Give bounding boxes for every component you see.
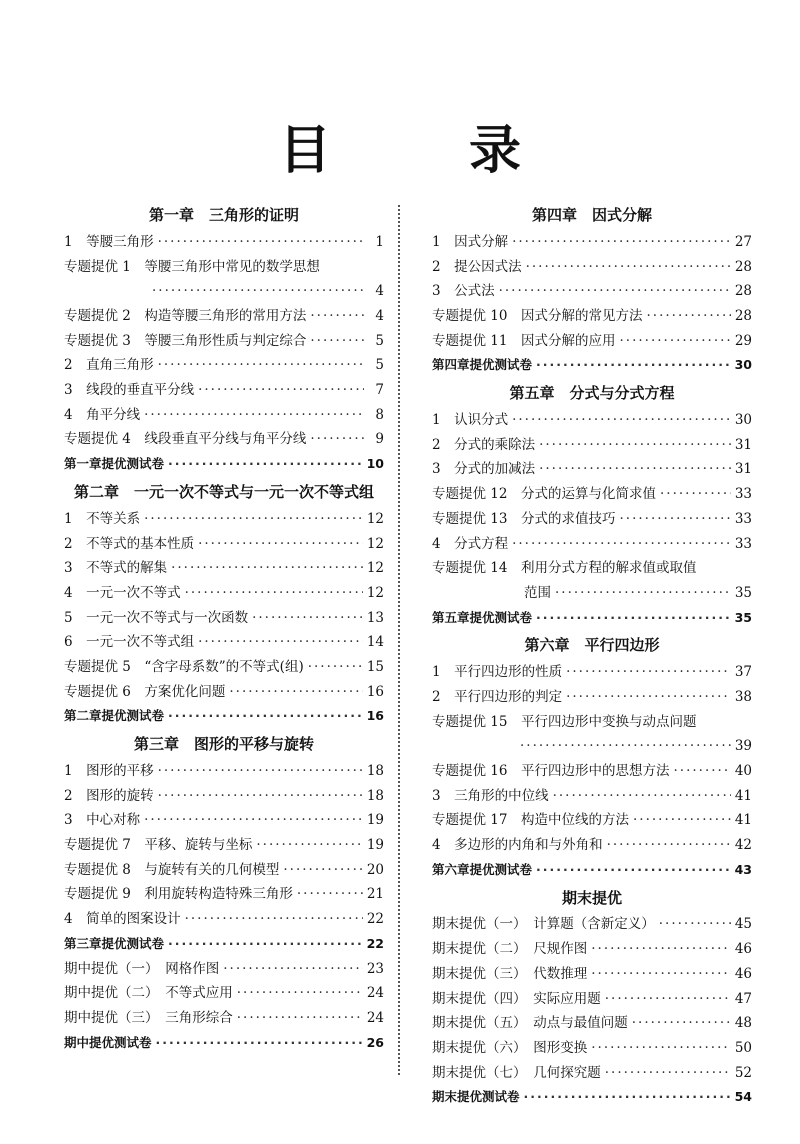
entry-title: 1 认识分式 — [432, 412, 509, 429]
leader-dots — [555, 581, 731, 606]
page-number: 40 — [734, 763, 752, 780]
toc-entry[interactable] — [64, 630, 384, 655]
toc-left-column — [64, 200, 384, 1055]
leader-dots — [605, 987, 731, 1012]
page-number: 24 — [366, 985, 384, 1002]
entry-title: 3 公式法 — [432, 283, 495, 300]
toc-entry[interactable] — [64, 957, 384, 982]
entry-title: 期末提优测试卷 — [432, 1089, 520, 1105]
chapter-heading: 第四章 因式分解 — [531, 206, 652, 224]
entry-title: 第二章提优测试卷 — [64, 708, 165, 724]
page-number: 10 — [366, 456, 384, 472]
entry-title: 专题提优 9 利用旋转构造特殊三角形 — [64, 886, 293, 903]
toc-entry[interactable] — [432, 710, 752, 735]
page-number: 54 — [734, 1089, 752, 1105]
toc-entry[interactable] — [64, 403, 384, 428]
entry-title: 期末提优（三） 代数推理 — [432, 965, 588, 982]
leader-dots — [310, 329, 364, 354]
leader-dots — [171, 556, 363, 581]
leader-dots — [308, 655, 363, 680]
entry-title: 专题提优 4 线段垂直平分线与角平分线 — [64, 431, 307, 448]
page-number: 33 — [734, 535, 752, 552]
toc-entry[interactable] — [64, 428, 384, 453]
leader-dots — [237, 1006, 363, 1031]
leader-dots — [566, 685, 731, 710]
page-number: 13 — [366, 609, 384, 626]
leader-dots — [619, 329, 730, 354]
page-number: 33 — [734, 510, 752, 527]
leader-dots — [198, 630, 363, 655]
toc-entry[interactable] — [64, 833, 384, 858]
leader-dots — [237, 981, 363, 1006]
page-number: 28 — [734, 283, 752, 300]
page-number: 18 — [366, 763, 384, 780]
leader-dots — [198, 378, 364, 403]
page-number: 30 — [734, 412, 752, 429]
page-number: 52 — [734, 1064, 752, 1081]
page-number: 22 — [366, 911, 384, 928]
leader-dots — [499, 279, 731, 304]
page-number: 33 — [734, 486, 752, 503]
toc-test-entry[interactable] — [64, 932, 384, 957]
chapter-heading: 第一章 三角形的证明 — [148, 206, 299, 224]
page-number: 27 — [734, 233, 752, 250]
leader-dots — [158, 230, 364, 255]
entry-title: 专题提优 1 等腰三角形中常见的数学思想 — [64, 258, 320, 275]
entry-title: 第一章提优测试卷 — [64, 456, 165, 472]
leader-dots — [526, 255, 731, 280]
page-number: 4 — [375, 283, 384, 300]
entry-title: 专题提优 7 平移、旋转与坐标 — [64, 837, 253, 854]
entry-title: 期中提优（二） 不等式应用 — [64, 985, 233, 1002]
leader-dots — [512, 408, 731, 433]
page-number: 12 — [366, 535, 384, 552]
entry-title: 4 多边形的内角和与外角和 — [432, 837, 603, 854]
toc-entry[interactable] — [432, 937, 752, 962]
leader-dots — [168, 452, 363, 477]
toc-entry[interactable] — [64, 507, 384, 532]
page-number: 46 — [734, 965, 752, 982]
page-number: 19 — [366, 812, 384, 829]
entry-title: 专题提优 11 因式分解的应用 — [432, 332, 616, 349]
page-number: 19 — [366, 837, 384, 854]
leader-dots — [152, 279, 364, 304]
toc-entry[interactable] — [64, 556, 384, 581]
leader-dots — [185, 907, 363, 932]
leader-dots — [591, 962, 731, 987]
entry-title: 1 等腰三角形 — [64, 233, 154, 250]
page-number: 28 — [734, 308, 752, 325]
entry-title: 专题提优 2 构造等腰三角形的常用方法 — [64, 308, 307, 325]
toc-test-entry[interactable] — [64, 1031, 384, 1056]
entry-title: 期末提优（六） 图形变换 — [432, 1039, 588, 1056]
entry-title: 3 分式的加减法 — [432, 461, 536, 478]
toc-entry[interactable] — [432, 685, 752, 710]
leader-dots — [256, 833, 362, 858]
leader-dots — [566, 660, 731, 685]
page-number: 30 — [734, 357, 752, 373]
page-number: 47 — [734, 990, 752, 1007]
toc-entry[interactable] — [64, 255, 384, 280]
entry-title: 专题提优 6 方案优化问题 — [64, 683, 226, 700]
entry-title: 期末提优（五） 动点与最值问题 — [432, 1015, 628, 1032]
toc-entry[interactable] — [64, 883, 384, 908]
entry-title: 3 三角形的中位线 — [432, 787, 549, 804]
page-number: 4 — [375, 308, 384, 325]
toc-entry[interactable] — [64, 981, 384, 1006]
entry-title: 2 图形的旋转 — [64, 787, 154, 804]
leader-dots — [144, 507, 363, 532]
entry-title: 4 一元一次不等式 — [64, 584, 181, 601]
toc-test-entry[interactable] — [64, 452, 384, 477]
entry-title: 1 不等关系 — [64, 510, 141, 527]
page-number: 38 — [734, 688, 752, 705]
toc-right-column — [432, 200, 752, 1110]
leader-dots — [168, 932, 363, 957]
entry-title: 3 中心对称 — [64, 812, 141, 829]
leader-dots — [536, 353, 731, 378]
entry-title: 期中提优测试卷 — [64, 1034, 152, 1050]
leader-dots — [633, 808, 731, 833]
entry-title: 专题提优 14 利用分式方程的解求值或取值 — [432, 560, 697, 577]
toc-entry[interactable] — [432, 833, 752, 858]
leader-dots — [158, 759, 363, 784]
leader-dots — [536, 858, 731, 883]
toc-entry[interactable] — [432, 329, 752, 354]
toc-entry[interactable] — [432, 507, 752, 532]
entry-title: 1 因式分解 — [432, 233, 509, 250]
entry-title: 第三章提优测试卷 — [64, 935, 165, 951]
page-number: 50 — [734, 1039, 752, 1056]
page-number: 28 — [734, 258, 752, 275]
page-number: 15 — [366, 658, 384, 675]
entry-title: 第四章提优测试卷 — [432, 357, 533, 373]
leader-dots — [283, 858, 362, 883]
page-number: 9 — [375, 431, 384, 448]
entry-title: 第五章提优测试卷 — [432, 609, 533, 625]
toc-entry[interactable] — [64, 1006, 384, 1031]
leader-dots — [673, 759, 730, 784]
toc-entry[interactable] — [64, 279, 384, 304]
page-number: 26 — [366, 1034, 384, 1050]
entry-title: 期中提优（一） 网格作图 — [64, 960, 220, 977]
page-number: 29 — [734, 332, 752, 349]
entry-title: 专题提优 12 分式的运算与化简求值 — [432, 486, 656, 503]
toc-entry[interactable] — [64, 353, 384, 378]
page-number: 42 — [734, 837, 752, 854]
leader-dots — [156, 1031, 363, 1056]
chapter-heading: 期末提优 — [561, 888, 622, 907]
page-number: 35 — [734, 584, 752, 601]
entry-title: 专题提优 5 “含字母系数”的不等式(组) — [64, 658, 304, 675]
leader-dots — [223, 957, 363, 982]
leader-dots — [512, 532, 731, 557]
entry-title: 期末提优（二） 尺规作图 — [432, 941, 588, 958]
page-number: 18 — [366, 787, 384, 804]
leader-dots — [158, 353, 364, 378]
page-number: 23 — [366, 960, 384, 977]
leader-dots — [536, 606, 731, 631]
toc-entry[interactable] — [64, 304, 384, 329]
toc-entry[interactable] — [64, 606, 384, 631]
page-number: 22 — [366, 935, 384, 951]
entry-title: 1 图形的平移 — [64, 763, 154, 780]
leader-dots — [144, 403, 364, 428]
entry-title: 4 角平分线 — [64, 406, 141, 423]
toc-entry[interactable] — [432, 1011, 752, 1036]
toc-entry[interactable] — [432, 987, 752, 1012]
page-number: 21 — [366, 886, 384, 903]
entry-title: 4 分式方程 — [432, 535, 509, 552]
page-number: 43 — [734, 861, 752, 877]
toc-entry[interactable] — [64, 680, 384, 705]
chapter-heading: 第六章 平行四边形 — [524, 636, 660, 655]
page-number: 5 — [375, 332, 384, 349]
toc-entry[interactable] — [432, 759, 752, 784]
page-number: 45 — [734, 916, 752, 933]
leader-dots — [660, 482, 731, 507]
page-number: 37 — [734, 664, 752, 681]
page-number: 31 — [734, 461, 752, 478]
toc-test-entry[interactable] — [64, 704, 384, 729]
page-number: 46 — [734, 941, 752, 958]
entry-title: 3 线段的垂直平分线 — [64, 382, 195, 399]
toc-test-entry[interactable] — [432, 353, 752, 378]
toc-entry[interactable] — [432, 660, 752, 685]
page-number: 7 — [375, 382, 384, 399]
leader-dots — [646, 304, 730, 329]
leader-dots — [168, 704, 363, 729]
toc-entry[interactable] — [432, 255, 752, 280]
chapter-heading: 第五章 分式与分式方程 — [509, 384, 675, 403]
toc-entry[interactable] — [432, 734, 752, 759]
toc-entry[interactable] — [432, 581, 752, 606]
leader-dots — [591, 937, 731, 962]
entry-title: 期末提优（一） 计算题（含新定义） — [432, 916, 655, 933]
entry-title: 专题提优 15 平行四边形中变换与动点问题 — [432, 713, 697, 730]
page-number: 16 — [366, 708, 384, 724]
page-number: 39 — [734, 738, 752, 755]
toc-entry[interactable] — [432, 784, 752, 809]
leader-dots — [144, 808, 363, 833]
entry-title: 期中提优（三） 三角形综合 — [64, 1009, 233, 1026]
toc-entry[interactable] — [432, 808, 752, 833]
toc-entry[interactable] — [64, 808, 384, 833]
entry-title: 专题提优 8 与旋转有关的几何模型 — [64, 861, 280, 878]
leader-dots — [520, 734, 731, 759]
toc-test-entry[interactable] — [432, 858, 752, 883]
toc-entry[interactable] — [64, 329, 384, 354]
toc-entry[interactable] — [432, 230, 752, 255]
leader-dots — [524, 1085, 731, 1110]
toc-entry[interactable] — [432, 482, 752, 507]
leader-dots — [539, 457, 731, 482]
entry-title: 专题提优 17 构造中位线的方法 — [432, 812, 629, 829]
entry-title: 1 平行四边形的性质 — [432, 664, 563, 681]
toc-entry[interactable] — [432, 408, 752, 433]
entry-title: 期末提优（四） 实际应用题 — [432, 990, 601, 1007]
page-number: 14 — [366, 634, 384, 651]
toc-entry[interactable] — [64, 907, 384, 932]
entry-title: 5 一元一次不等式与一次函数 — [64, 609, 249, 626]
leader-dots — [297, 882, 363, 907]
toc-entry[interactable] — [64, 378, 384, 403]
toc-entry[interactable] — [64, 759, 384, 784]
page-number: 8 — [375, 406, 384, 423]
leader-dots — [310, 304, 364, 329]
page-number: 31 — [734, 436, 752, 453]
toc-entry[interactable] — [64, 858, 384, 883]
toc-entry[interactable] — [432, 304, 752, 329]
leader-dots — [310, 427, 364, 452]
chapter-heading: 第三章 图形的平移与旋转 — [133, 735, 314, 754]
toc-entry[interactable] — [432, 433, 752, 458]
toc-entry[interactable] — [432, 458, 752, 483]
toc-entry[interactable] — [432, 556, 752, 581]
toc-entry[interactable] — [64, 581, 384, 606]
leader-dots — [185, 581, 363, 606]
leader-dots — [158, 784, 363, 809]
toc-test-entry[interactable] — [432, 606, 752, 631]
entry-title: 范围 — [524, 584, 551, 601]
page-number: 41 — [734, 812, 752, 829]
entry-title: 6 一元一次不等式组 — [64, 634, 195, 651]
leader-dots — [591, 1036, 731, 1061]
entry-title: 2 提公因式法 — [432, 258, 522, 275]
entry-title: 3 不等式的解集 — [64, 560, 168, 577]
leader-dots — [607, 833, 731, 858]
toc-entry[interactable] — [64, 532, 384, 557]
leader-dots — [619, 507, 730, 532]
page-number: 41 — [734, 787, 752, 804]
toc-entry[interactable] — [64, 655, 384, 680]
leader-dots — [198, 532, 363, 557]
page-number: 1 — [375, 233, 384, 250]
toc-entry[interactable] — [432, 279, 752, 304]
page-number: 24 — [366, 1009, 384, 1026]
page-number: 12 — [366, 560, 384, 577]
toc-entry[interactable] — [432, 1036, 752, 1061]
page-title: 目 录 — [278, 121, 582, 181]
column-divider — [398, 205, 400, 1075]
toc-test-entry[interactable] — [432, 1085, 752, 1110]
toc-entry[interactable] — [64, 784, 384, 809]
toc-entry[interactable] — [64, 230, 384, 255]
toc-entry[interactable] — [432, 1061, 752, 1086]
toc-entry[interactable] — [432, 532, 752, 557]
page-number: 48 — [734, 1015, 752, 1032]
leader-dots — [605, 1061, 731, 1086]
entry-title: 专题提优 3 等腰三角形性质与判定综合 — [64, 332, 307, 349]
leader-dots — [252, 606, 363, 631]
page-number: 35 — [734, 609, 752, 625]
entry-title: 专题提优 10 因式分解的常见方法 — [432, 308, 643, 325]
entry-title: 专题提优 13 分式的求值技巧 — [432, 510, 616, 527]
entry-title: 2 平行四边形的判定 — [432, 688, 563, 705]
entry-title: 2 直角三角形 — [64, 357, 154, 374]
entry-title: 专题提优 16 平行四边形中的思想方法 — [432, 763, 670, 780]
leader-dots — [553, 784, 731, 809]
page-number: 16 — [366, 683, 384, 700]
toc-entry[interactable] — [432, 913, 752, 938]
page-number: 20 — [366, 861, 384, 878]
chapter-heading: 第二章 一元一次不等式与一元一次不等式组 — [73, 482, 374, 501]
leader-dots — [512, 230, 731, 255]
page-number: 5 — [375, 357, 384, 374]
page-number: 12 — [366, 584, 384, 601]
leader-dots — [539, 433, 731, 458]
entry-title: 2 分式的乘除法 — [432, 436, 536, 453]
page-number: 12 — [366, 510, 384, 527]
entry-title: 期末提优（七） 几何探究题 — [432, 1064, 601, 1081]
entry-title: 2 不等式的基本性质 — [64, 535, 195, 552]
entry-title: 4 简单的图案设计 — [64, 911, 181, 928]
entry-title: 第六章提优测试卷 — [432, 861, 533, 877]
toc-entry[interactable] — [432, 962, 752, 987]
leader-dots — [632, 1011, 731, 1036]
leader-dots — [659, 912, 731, 937]
leader-dots — [229, 680, 362, 705]
